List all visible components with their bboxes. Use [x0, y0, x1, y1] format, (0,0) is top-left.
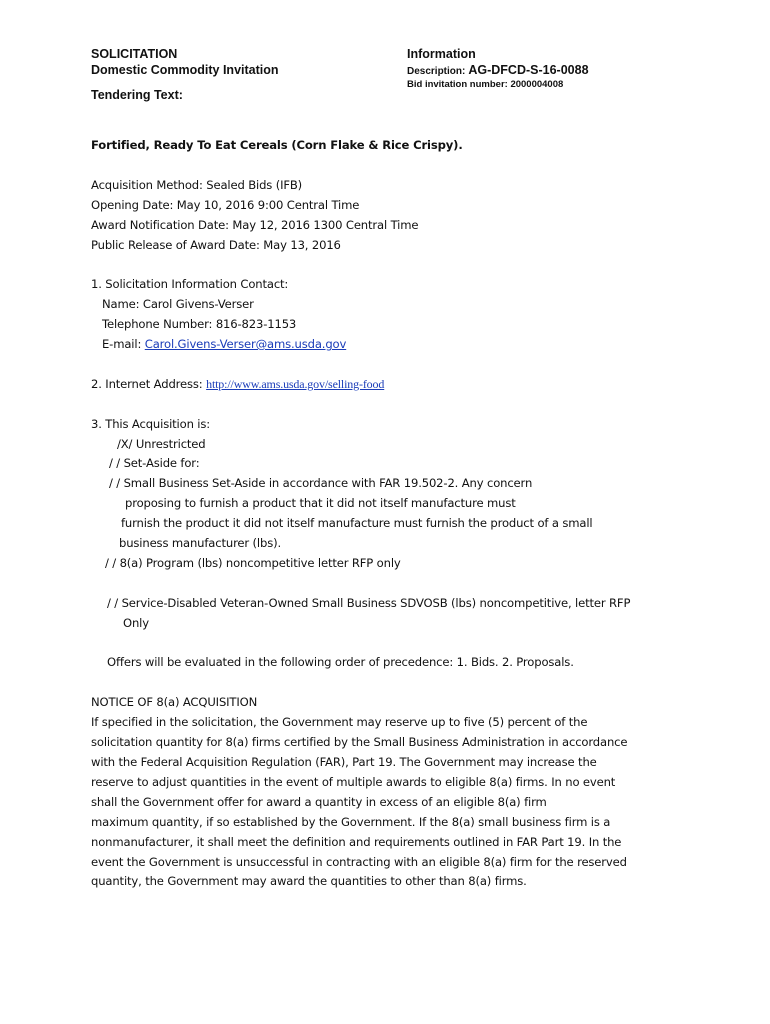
notice-heading: NOTICE OF 8(a) ACQUISITION: [91, 695, 258, 710]
internet-address-label: 2. Internet Address:: [91, 376, 207, 391]
tendering-text-label: Tendering Text:: [91, 88, 183, 102]
contact-phone: Telephone Number: 816-823-1153: [102, 317, 297, 332]
public-release-date: Public Release of Award Date: May 13, 2016: [91, 237, 341, 252]
unrestricted-option: /X/ Unrestricted: [117, 436, 206, 451]
set-aside-option: / / Set-Aside for:: [109, 456, 200, 471]
notice-line: If specified in the solicitation, the Government may reserve up to five (5) percent of the: [91, 715, 588, 730]
notice-paragraph: [91, 713, 636, 892]
bid-invitation-number: Bid invitation number: 2000004008: [407, 79, 564, 90]
notice-line: solicitation quantity for 8(a) firms certified by the Small Business Administration in accordance: [91, 735, 628, 750]
notice-line: quantity, the Government may award the quantities to other than 8(a) firms.: [91, 874, 527, 889]
award-notification-date: Award Notification Date: May 12, 2016 1300 Central Time: [91, 217, 419, 232]
information-label: Information: [407, 47, 476, 61]
contact-heading: 1. Solicitation Information Contact:: [91, 277, 289, 292]
notice-line: nonmanufacturer, it shall meet the definition and requirements outlined in FAR Part 19. In the: [91, 834, 622, 849]
internet-address-link[interactable]: http://www.ams.usda.gov/selling-food: [206, 376, 385, 391]
contact-email-line: [91, 335, 636, 355]
acquisition-heading: 3. This Acquisition is:: [91, 416, 211, 431]
sdvosb-option: / / Service-Disabled Veteran-Owned Small Business SDVOSB (lbs) noncompetitive, letter RFP: [107, 595, 631, 610]
header-right: [407, 46, 589, 90]
commodity-label: Domestic Commodity Invitation: [91, 63, 279, 77]
small-business-text-3: furnish the product it did not itself manufacture must furnish the product of a small: [121, 516, 593, 531]
program-8a-option: / / 8(a) Program (lbs) noncompetitive letter RFP only: [105, 555, 401, 570]
email-link[interactable]: Carol.Givens-Verser@ams.usda.gov: [144, 337, 347, 352]
notice-line: maximum quantity, if so established by the Government. If the 8(a) small business firm is a: [91, 814, 611, 829]
description-line: [407, 63, 589, 79]
tendering-body: [91, 136, 636, 892]
small-business-text-4: business manufacturer (lbs).: [119, 536, 282, 551]
email-label: E-mail:: [102, 337, 145, 352]
solicitation-label: SOLICITATION: [91, 47, 178, 61]
acquisition-method: Acquisition Method: Sealed Bids (IFB): [91, 177, 303, 192]
small-business-option: / / Small Business Set-Aside in accordance with FAR 19.502-2. Any concern: [109, 476, 533, 491]
notice-line: shall the Government offer for award a quantity in excess of an eligible 8(a) firm: [91, 794, 547, 809]
product-title: Fortified, Ready To Eat Cereals (Corn Flake & Rice Crispy).: [91, 138, 463, 152]
description-value: AG-DFCD-S-16-0088: [468, 63, 589, 77]
contact-name: Name: Carol Givens-Verser: [102, 297, 254, 312]
opening-date: Opening Date: May 10, 2016 9:00 Central Time: [91, 197, 360, 212]
notice-line: with the Federal Acquisition Regulation (FAR), Part 19. The Government may increase the: [91, 754, 597, 769]
notice-line: event the Government is unsuccessful in contracting with an eligible 8(a) firm for the reserved: [91, 854, 627, 869]
offers-precedence: Offers will be evaluated in the following order of precedence: 1. Bids. 2. Proposals.: [107, 655, 574, 670]
notice-line: reserve to adjust quantities in the event of multiple awards to eligible 8(a) firms. In no event: [91, 774, 616, 789]
header-left: [91, 46, 279, 78]
sdvosb-text-2: Only: [123, 615, 149, 630]
small-business-text-2: proposing to furnish a product that it did not itself manufacture must: [125, 496, 516, 511]
description-label: Description:: [407, 66, 466, 77]
internet-address-line: [91, 375, 636, 395]
